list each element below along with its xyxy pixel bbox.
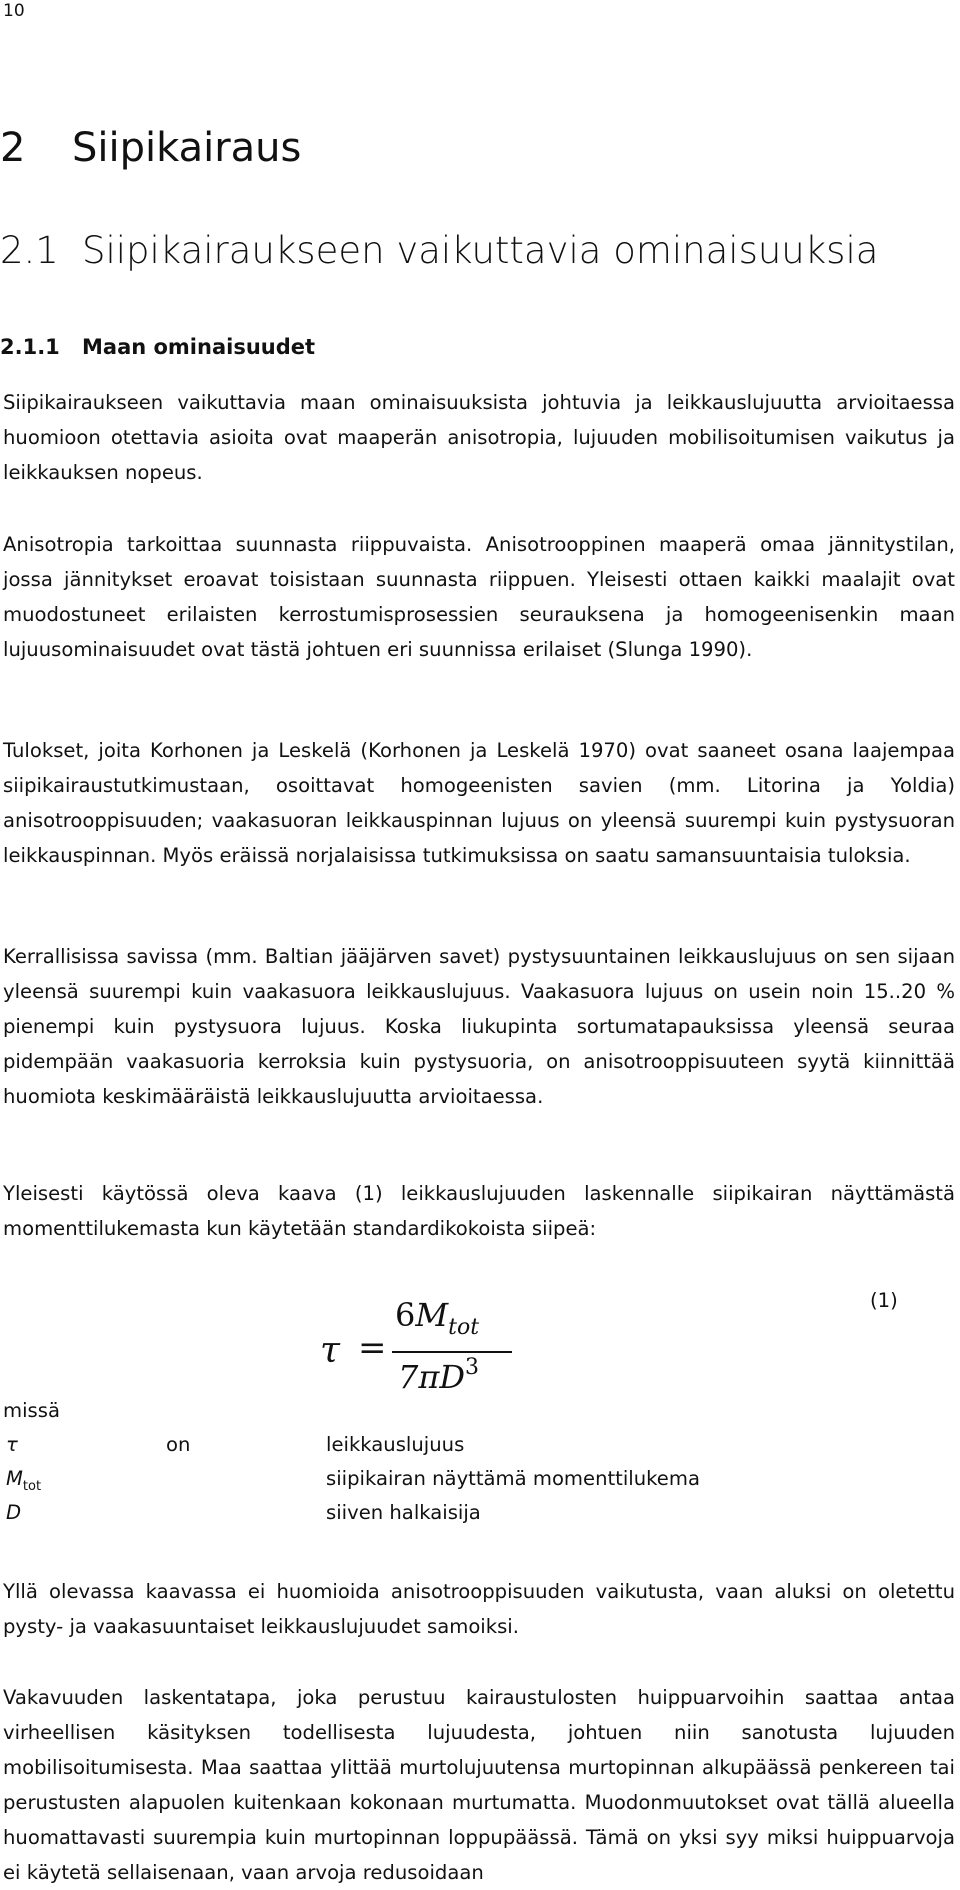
fraction-bar	[392, 1351, 512, 1353]
definition-row	[3, 1430, 903, 1460]
chapter-heading	[0, 124, 301, 172]
chapter-number: 2	[0, 125, 26, 171]
definition-description: siipikairan näyttämä momenttilukema	[326, 1467, 700, 1490]
chapter-title: Siipikairaus	[72, 125, 302, 171]
paragraph-2: Anisotropia tarkoittaa suunnasta riippuvaista. Anisotrooppinen maaperä omaa jännitystilan, jossa jännitykset eroavat toisistaan suunnasta riippuen. Yleisesti ottaen kaikki maalajit ovat muodostuneet erilaisten kerrostumisprosessien seurauksena ja homogeenisenkin maan lujuusominaisuudet ovat tästä johtuen eri suunnissa erilaiset (Slunga 1990).	[3, 533, 955, 661]
paragraph-3: Tulokset, joita Korhonen ja Leskelä (Korhonen ja Leskelä 1970) ovat saaneet osana laajempaa siipikairaustutkimustaan, osoittavat homogeenisten savien (mm. Litorina ja Yoldia) anisotrooppisuuden; vaakasuoran leikkauspinnan lujuus on yleensä suurempi kuin pystysuoran leikkauspinnan. Myös eräissä norjalaisissa tutkimuksissa on saatu samansuuntaisia tuloksia.	[3, 739, 955, 867]
definition-row	[3, 1498, 903, 1528]
shear-strength-formula	[320, 1296, 550, 1416]
denominator-expression: 7πD	[398, 1358, 466, 1396]
paragraph-6: Yllä olevassa kaavassa ei huomioida anisotrooppisuuden vaikutusta, vaan aluksi on oletettu pysty- ja vaakasuuntaiset leikkauslujuudet samoiksi.	[3, 1580, 955, 1638]
formula-number: (1)	[870, 1289, 898, 1312]
paragraph-1: Siipikairaukseen vaikuttavia maan ominaisuuksista johtuvia ja leikkauslujuutta arvioitaessa huomioon otettavia asioita ovat maaperän anisotropia, lujuuden mobilisoitumisen vaikutus ja leikkauksen nopeus.	[3, 391, 955, 484]
subsection-title: Maan ominaisuudet	[82, 335, 316, 359]
formula-denominator	[398, 1355, 480, 1396]
paragraph-4: Kerrallisissa savissa (mm. Baltian jääjärven savet) pystysuuntainen leikkauslujuus on sen sijaan yleensä suurempi kuin vaakasuora leikkauslujuus. Vaakasuora lujuus on usein noin 15..20 % pienempi kuin pystysuora lujuus. Koska liukupinta sortumatapauksissa yleensä seuraa pidempään vaakasuoria kerroksia kuin pystysuoria, on anisotrooppisuuteen syytä kiinnittää huomiota keskimääräistä leikkauslujuutta arvioitaessa.	[3, 945, 955, 1108]
subsection-number: 2.1.1	[0, 335, 60, 359]
section-heading	[0, 229, 878, 273]
numerator-subscript: tot	[448, 1315, 480, 1340]
definition-symbol: τ	[6, 1433, 18, 1456]
definition-symbol: D	[6, 1501, 22, 1524]
paragraph-7: Vakavuuden laskentatapa, joka perustuu kairaustulosten huippuarvoihin saattaa antaa virheellisen käsityksen todellisesta lujuudesta, johtuen niin sanotusta lujuuden mobilisoitumisesta. Maa saattaa ylittää murtolujuutensa murtopinnan alkupäässä penkereen tai perustusten alapuolen kuitenkaan kokonaan murtumatta. Muodonmuutokset ovat tällä alueella huomattavasti suurempia kuin murtopinnan loppupäässä. Tämä on yksi syy miksi huippuarvoja ei käytetä sellaisenaan, vaan arvoja redusoidaan	[3, 1686, 955, 1884]
formula-numerator	[395, 1296, 480, 1340]
paragraph-5: Yleisesti käytössä oleva kaava (1) leikkauslujuuden laskennalle siipikairan näyttämästä momenttilukemasta kun käytetään standardikokoista siipeä:	[3, 1182, 955, 1240]
where-label: missä	[3, 1399, 60, 1422]
definition-description: leikkauslujuus	[326, 1433, 465, 1456]
definition-connector: on	[166, 1433, 191, 1456]
numerator-variable: M	[415, 1296, 449, 1334]
page-number: 10	[3, 1, 25, 21]
definition-symbol: $M_{tot}$	[6, 1467, 42, 1494]
formula-lhs: τ	[320, 1330, 340, 1371]
section-number: 2.1	[0, 229, 59, 272]
definition-description: siiven halkaisija	[326, 1501, 481, 1524]
definition-row	[3, 1464, 903, 1494]
numerator-coefficient: 6	[395, 1296, 416, 1334]
subsection-heading	[0, 333, 315, 361]
formula-equals: =	[358, 1328, 387, 1368]
denominator-exponent: 3	[465, 1355, 480, 1380]
section-title: Siipikairaukseen vaikuttavia ominaisuuksia	[82, 229, 879, 272]
